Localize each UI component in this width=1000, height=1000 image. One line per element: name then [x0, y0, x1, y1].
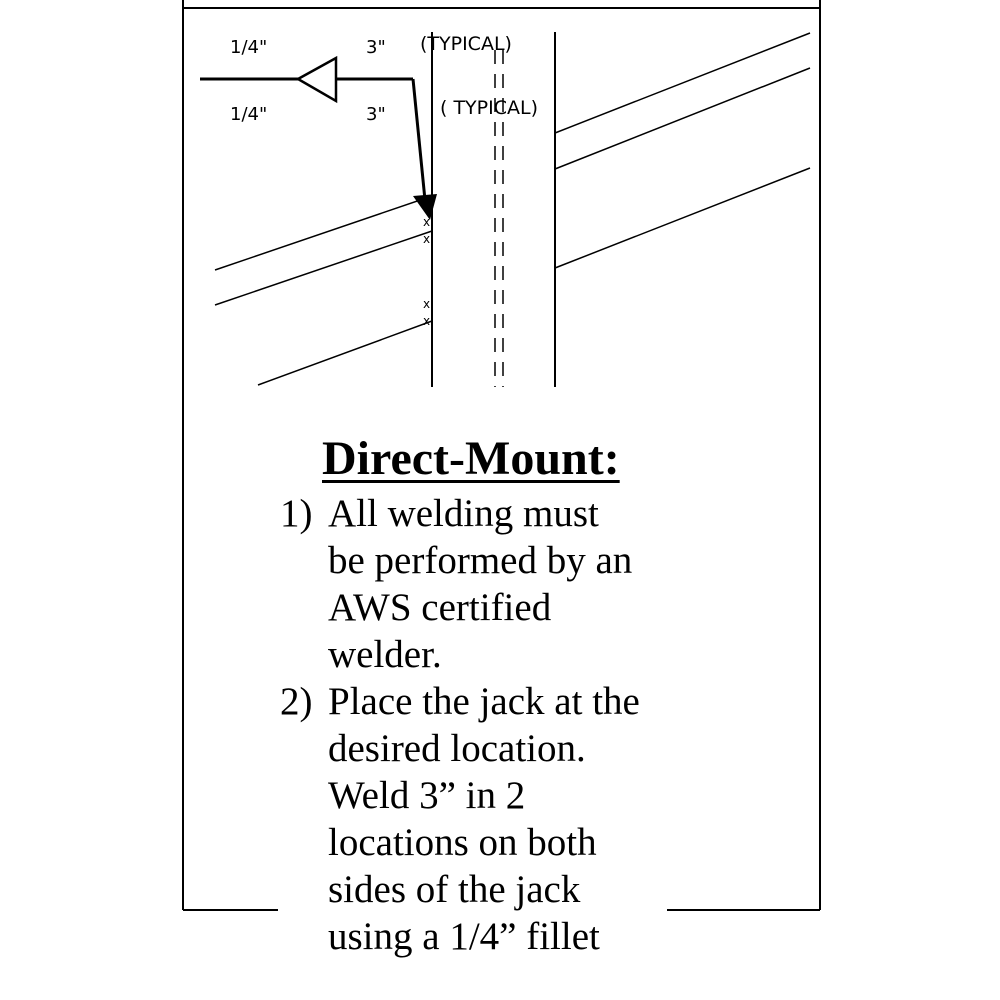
- note-number: 2): [280, 680, 313, 723]
- typical-label-bottom: ( TYPICAL): [440, 97, 538, 119]
- beam-line-right-3: [555, 168, 810, 268]
- note-item: [280, 490, 700, 678]
- weld-size-bottom: 1/4": [230, 104, 268, 125]
- fillet-weld-symbol: [298, 58, 336, 101]
- installation-notes: [280, 428, 700, 960]
- weld-mark: x: [423, 215, 431, 229]
- weld-length-bottom: 3": [366, 104, 386, 125]
- beam-line-left-1: [215, 196, 432, 270]
- note-text: All welding must be performed by an AWS certified welder.: [328, 492, 633, 676]
- weld-mark: x: [423, 314, 431, 328]
- typical-label-top: (TYPICAL): [420, 33, 512, 55]
- weld-size-top: 1/4": [230, 37, 268, 58]
- beam-line-left-3: [258, 321, 432, 385]
- weld-mark: x: [423, 297, 431, 311]
- weld-leader-line: [413, 79, 425, 200]
- notes-title: Direct-Mount:: [322, 432, 620, 485]
- weld-mark: x: [423, 232, 431, 246]
- beam-line-left-2: [215, 231, 432, 305]
- weld-length-top: 3": [366, 37, 386, 58]
- note-text: Place the jack at the desired location. Weld 3” in 2 locations on both sides of the jack using a 1/4” fillet: [328, 680, 640, 958]
- note-item: [280, 678, 700, 960]
- note-number: 1): [280, 492, 313, 535]
